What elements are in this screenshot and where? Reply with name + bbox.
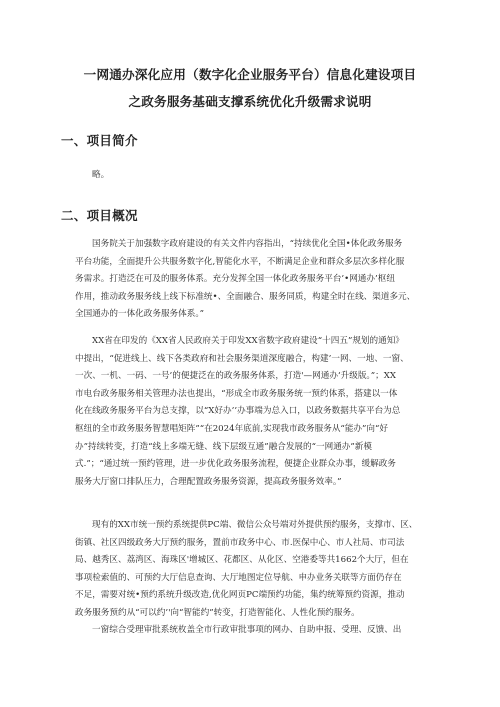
paragraph-line: 一次、一机、一码、一号’的便捷泛在的政务服务体系，打造'—网通办‘升级版。”；XX <box>75 371 396 382</box>
section-heading-summary: 二、项目概况 <box>61 208 138 223</box>
paragraph-line: 国务院关于加强数字政府建设的有关文件内容指出，“持续优化全国•体化政务服务 <box>92 239 403 249</box>
document-title-line-2: 之政务服务基础支撑系统优化升级需求说明 <box>128 94 372 109</box>
paragraph-line: 不足，需要对统•预约系统升级改造,优化网页PC端预约功能，集约统筹预约资源，推动 <box>75 590 405 601</box>
paragraph-line: 平台功能，全面提升公共服务数字化,智能化水平，不断满足企业和群众多层次多样化服 <box>75 256 405 267</box>
paragraph-line: 枢纽的全市政务服务智慧唱矩阵”“在2024年底前,实现我市政务服务从“能办”向“好 <box>75 423 388 434</box>
paragraph-line: 服务大厅窗口排队压力，合理配置政务服务资源，提高政务服务效率。” <box>75 476 342 487</box>
paragraph-line: 中提出，“促进线上、线下各类政府和社会服务渠道深度融合，构建’一网、一地、一窗、 <box>75 353 409 364</box>
paragraph-line: 作用，推动政务服务线上线下标准统•、全面融合、服务同质，构建全时在线、渠道多元、 <box>75 291 416 302</box>
paragraph-line: 市电台政务服务相关管理办法也提出，“形成全市政务服务统一预约体系，搭建以一体 <box>75 388 398 399</box>
document-title-line-1: 一网通办深化应用（数字化企业服务平台）信息化建设项目 <box>83 67 417 82</box>
paragraph-line: 式.”；“通过统一预约管理，进一步优化政务服务流程，便捷企业群众办事，缓解政务 <box>75 459 396 470</box>
paragraph-line: 局、越秀区、荔湾区、海珠区'增城区、花都区、从化区、空港委等共1662个大厅，但在 <box>75 555 409 566</box>
paragraph-line: 办”持续转变，打造“线上多端无缝、线下层级互通”融合发展的“一网通办”新模 <box>75 441 372 452</box>
paragraph-1 <box>75 236 445 324</box>
paragraph-line: 街镇、社区四级政务大厅预约服务，置前市政务中心、市.医保中心、市人社局、市司法 <box>75 537 405 548</box>
paragraph-4 <box>75 622 445 640</box>
paragraph-line: 全国通办的一体化政务服务体系。” <box>75 309 205 320</box>
paragraph-line: 一窗综合受理审批系统枚盖全市行政审批事项的网办、自助申报、受理、反馈、出 <box>92 625 402 635</box>
paragraph-line: 化在线政务服务平台为总支撑，以“X好办’’办事端为总入口，以政务数据共享平台为总 <box>75 406 401 417</box>
section-body-brief: 略。 <box>92 170 110 180</box>
section-heading-overview: 一、项目简介 <box>61 133 138 148</box>
paragraph-line: 事项检索值的、可预约大厅信息查询、大厅地图定位导航、申办业务关联等方面仍存在 <box>75 572 402 583</box>
paragraph-line: 务需求。打造泛在可及的服务体系。充分发挥全国一体化政务服务平台’•网通办’枢纽 <box>75 274 395 285</box>
paragraph-2 <box>75 333 445 491</box>
paragraph-line: 政务服务预约从“可以约’'向“智能约”转变，打造智能化、人性化预约服务。 <box>75 607 360 618</box>
paragraph-line: XX省在印发的《XX省人民政府关于印发XX省数字政府建设“十四五”规划的通知》 <box>92 336 404 346</box>
paragraph-3 <box>75 517 445 623</box>
paragraph-line: 现有的XX市统一预约系统提供PC端、微信公众号端对外提供预约服务，支撑市、区、 <box>92 520 418 530</box>
